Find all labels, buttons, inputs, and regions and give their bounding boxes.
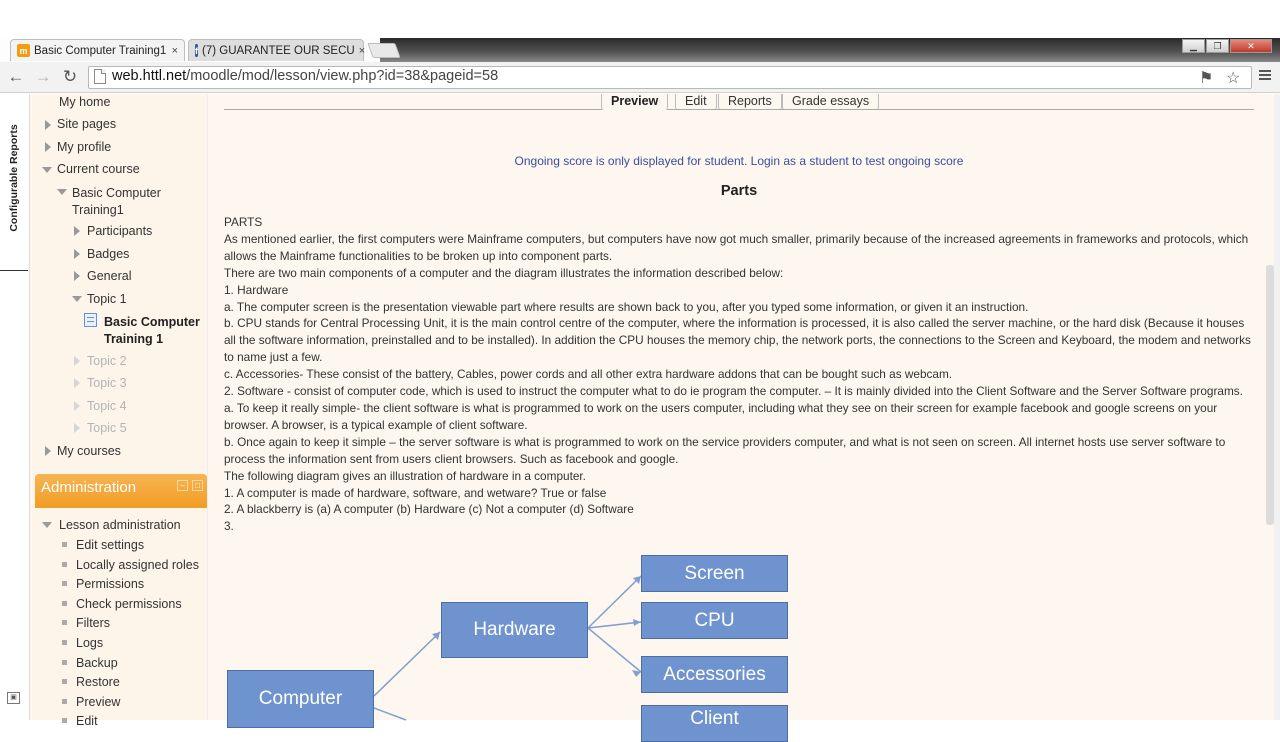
diagram-node-client: Client bbox=[641, 705, 788, 742]
scrollbar[interactable] bbox=[1274, 94, 1280, 720]
sidebar-item-topic-1[interactable]: Topic 1 bbox=[87, 292, 127, 306]
sidebar-item-topic-3[interactable]: Topic 3 bbox=[87, 376, 127, 390]
admin-item-filters[interactable]: Filters bbox=[76, 616, 111, 630]
screen-top-band bbox=[0, 0, 1280, 38]
admin-item-preview[interactable]: Preview bbox=[76, 695, 121, 709]
moodle-icon: m bbox=[17, 44, 30, 57]
question-1: 1. A computer is made of hardware, software, and wetware? True or false bbox=[224, 485, 607, 500]
tab-reports[interactable]: Reports bbox=[718, 94, 782, 110]
diagram-node-cpu: CPU bbox=[641, 602, 788, 639]
tab-title: Basic Computer Training1 bbox=[34, 44, 167, 57]
page-icon bbox=[94, 69, 106, 84]
facebook-icon: f bbox=[195, 45, 198, 56]
sidebar-item-lesson-administration[interactable]: Lesson administration bbox=[59, 518, 181, 532]
admin-item-permissions[interactable]: Permissions bbox=[76, 577, 145, 591]
expand-arrow-icon[interactable] bbox=[45, 142, 51, 152]
dock-expand-icon[interactable]: ▣ bbox=[7, 692, 20, 704]
lesson-content bbox=[224, 214, 1254, 535]
bullet-icon bbox=[62, 679, 67, 684]
lesson-paragraph: c. Accessories- These consist of the battery, Cables, power cords and all other extra hardware addons that can be bought such as webcam. bbox=[224, 367, 953, 382]
sidebar-item-topic-2[interactable]: Topic 2 bbox=[87, 354, 127, 368]
speech-bubble-icon[interactable]: ⚑ bbox=[1199, 70, 1214, 87]
new-tab-button[interactable] bbox=[367, 43, 400, 58]
admin-item-locally-assigned-roles[interactable]: Locally assigned roles bbox=[76, 558, 199, 572]
browser-tab-moodle[interactable] bbox=[10, 39, 185, 61]
sidebar-item-lesson[interactable]: Basic Computer Training 1 bbox=[104, 315, 200, 346]
bullet-icon bbox=[62, 581, 67, 586]
lesson-paragraph: PARTS bbox=[224, 215, 263, 229]
browser-tab-facebook[interactable] bbox=[188, 39, 364, 61]
admin-item-logs[interactable]: Logs bbox=[76, 636, 104, 650]
bullet-icon bbox=[62, 562, 67, 567]
expand-arrow-icon[interactable] bbox=[45, 120, 51, 130]
administration-title: Administration bbox=[41, 479, 137, 496]
collapse-arrow-icon[interactable] bbox=[42, 522, 52, 528]
close-tab-icon[interactable]: × bbox=[358, 44, 366, 57]
collapse-arrow-icon[interactable] bbox=[57, 189, 67, 195]
lesson-paragraph: b. CPU stands for Central Processing Unit, it is the main control centre of the computer, where the information is processed, it is also called the server machine, or the hard disk (Because it houses all the software information, preinstalled and to be installed). In addition the CPU houses the memory chip, the network ports, the connections to the Screen and Keyboard, the modem and networks to name just a few. bbox=[224, 316, 1251, 365]
back-icon[interactable]: ← bbox=[7, 67, 25, 86]
bullet-icon bbox=[62, 718, 67, 723]
lesson-paragraph: As mentioned earlier, the first computers were Mainframe computers, but computers have now got much smaller, primarily because of the increased agreements in frameworks and protocols, which allows the Mainframe functionalities to be broken up into component parts. bbox=[224, 231, 1249, 263]
lesson-paragraph: There are two main components of a computer and the diagram illustrates the information described below: bbox=[224, 265, 784, 280]
bullet-icon bbox=[62, 542, 67, 547]
sidebar-item-badges[interactable]: Badges bbox=[87, 247, 130, 261]
question-2: 2. A blackberry is (a) A computer (b) Hardware (c) Not a computer (d) Software bbox=[224, 502, 634, 517]
expand-arrow-icon[interactable] bbox=[74, 423, 80, 433]
expand-arrow-icon[interactable] bbox=[74, 378, 80, 388]
sidebar-item-general[interactable]: General bbox=[87, 269, 132, 283]
sidebar-item-site-pages[interactable]: Site pages bbox=[57, 117, 117, 131]
lesson-paragraph: The following diagram gives an illustration of hardware in a computer. bbox=[224, 468, 586, 483]
tab-grade-essays[interactable]: Grade essays bbox=[782, 94, 879, 110]
bullet-icon bbox=[62, 640, 67, 645]
maximize-button[interactable]: ❐ bbox=[1206, 39, 1229, 53]
tab-title: (7) GUARANTEE OUR SECU bbox=[202, 44, 355, 57]
reload-icon[interactable]: ↻ bbox=[62, 67, 78, 86]
sidebar-item-my-courses[interactable]: My courses bbox=[57, 444, 121, 458]
sidebar-item-participants[interactable]: Participants bbox=[87, 224, 153, 238]
hardware-diagram bbox=[216, 548, 916, 729]
diagram-node-accessories: Accessories bbox=[641, 656, 788, 693]
hide-block-icon[interactable]: □ bbox=[192, 480, 203, 491]
close-window-button[interactable]: ✕ bbox=[1230, 39, 1272, 53]
collapse-arrow-icon[interactable] bbox=[42, 167, 52, 173]
expand-arrow-icon[interactable] bbox=[74, 249, 80, 259]
url-path: /moodle/mod/lesson/view.php?id=38&pageid=58 bbox=[186, 68, 499, 84]
close-tab-icon[interactable]: × bbox=[171, 44, 178, 57]
lesson-icon bbox=[84, 313, 97, 327]
page-title: Parts bbox=[720, 183, 758, 199]
menu-icon[interactable] bbox=[1259, 70, 1271, 82]
url-host: web.httl.net bbox=[112, 68, 187, 84]
ongoing-score-notice: Ongoing score is only displayed for student. Login as a student to test ongoing score bbox=[514, 154, 964, 168]
expand-arrow-icon[interactable] bbox=[74, 226, 80, 236]
scrollbar-thumb[interactable] bbox=[1266, 265, 1274, 525]
sidebar-item-topic-5[interactable]: Topic 5 bbox=[87, 421, 127, 435]
sidebar-item-course-name[interactable]: Basic Computer Training1 bbox=[72, 186, 161, 217]
question-3: 3. bbox=[224, 519, 234, 534]
minimize-button[interactable]: ▁ bbox=[1182, 39, 1205, 53]
sidebar-item-current-course[interactable]: Current course bbox=[57, 162, 140, 176]
diagram-node-screen: Screen bbox=[641, 555, 788, 592]
tab-preview[interactable]: Preview bbox=[601, 94, 668, 110]
expand-arrow-icon[interactable] bbox=[74, 401, 80, 411]
sidebar-item-my-home[interactable]: My home bbox=[59, 95, 111, 109]
sidebar-item-topic-4[interactable]: Topic 4 bbox=[87, 399, 127, 413]
dock-block-icon[interactable]: – bbox=[177, 480, 188, 491]
expand-arrow-icon[interactable] bbox=[45, 446, 51, 456]
admin-item-restore[interactable]: Restore bbox=[76, 675, 120, 689]
bullet-icon bbox=[62, 660, 67, 665]
dock-label: Configurable Reports bbox=[8, 124, 20, 232]
bookmark-star-icon[interactable]: ☆ bbox=[1226, 70, 1241, 87]
lesson-paragraph: a. To keep it really simple- the client software is what is programmed to work on the users computer, including what they see on their screen for example facebook and google screens on your browser. A browser, is a typical example of client software. bbox=[224, 400, 1218, 432]
forward-icon[interactable]: → bbox=[34, 67, 52, 86]
url-text[interactable] bbox=[112, 68, 498, 84]
collapse-arrow-icon[interactable] bbox=[72, 296, 82, 302]
bullet-icon bbox=[62, 699, 67, 704]
diagram-node-hardware: Hardware bbox=[441, 602, 588, 658]
admin-item-check-permissions[interactable]: Check permissions bbox=[76, 597, 182, 611]
admin-item-backup[interactable]: Backup bbox=[76, 656, 118, 670]
bullet-icon bbox=[62, 601, 67, 606]
lesson-paragraph: a. The computer screen is the presentation viewable part where results are shown back to you, after you typed some information, or given it an instruction. bbox=[224, 299, 1029, 314]
lesson-paragraph: 2. Software - consist of computer code, which is used to instruct the computer what to do ie program the computer. – It is mainly divided into the Client Software and the Server Software programs. bbox=[224, 384, 1243, 399]
lesson-paragraph: b. Once again to keep it simple – the server software is what is programmed to work on the service providers computer, and what is not seen on screen. All internet hosts use server software to process the information sent from users client browsers. Such as facebook and google. bbox=[224, 434, 1226, 466]
diagram-node-computer: Computer bbox=[227, 670, 374, 728]
tab-strip-background bbox=[380, 38, 1280, 62]
admin-item-edit-settings[interactable]: Edit settings bbox=[76, 538, 145, 552]
bullet-icon bbox=[62, 620, 67, 625]
expand-arrow-icon[interactable] bbox=[74, 271, 80, 281]
sidebar-item-my-profile[interactable]: My profile bbox=[57, 140, 112, 154]
admin-item-edit[interactable]: Edit bbox=[76, 714, 98, 728]
tab-edit[interactable]: Edit bbox=[675, 94, 717, 110]
lesson-paragraph: 1. Hardware bbox=[224, 282, 289, 297]
expand-arrow-icon[interactable] bbox=[74, 356, 80, 366]
